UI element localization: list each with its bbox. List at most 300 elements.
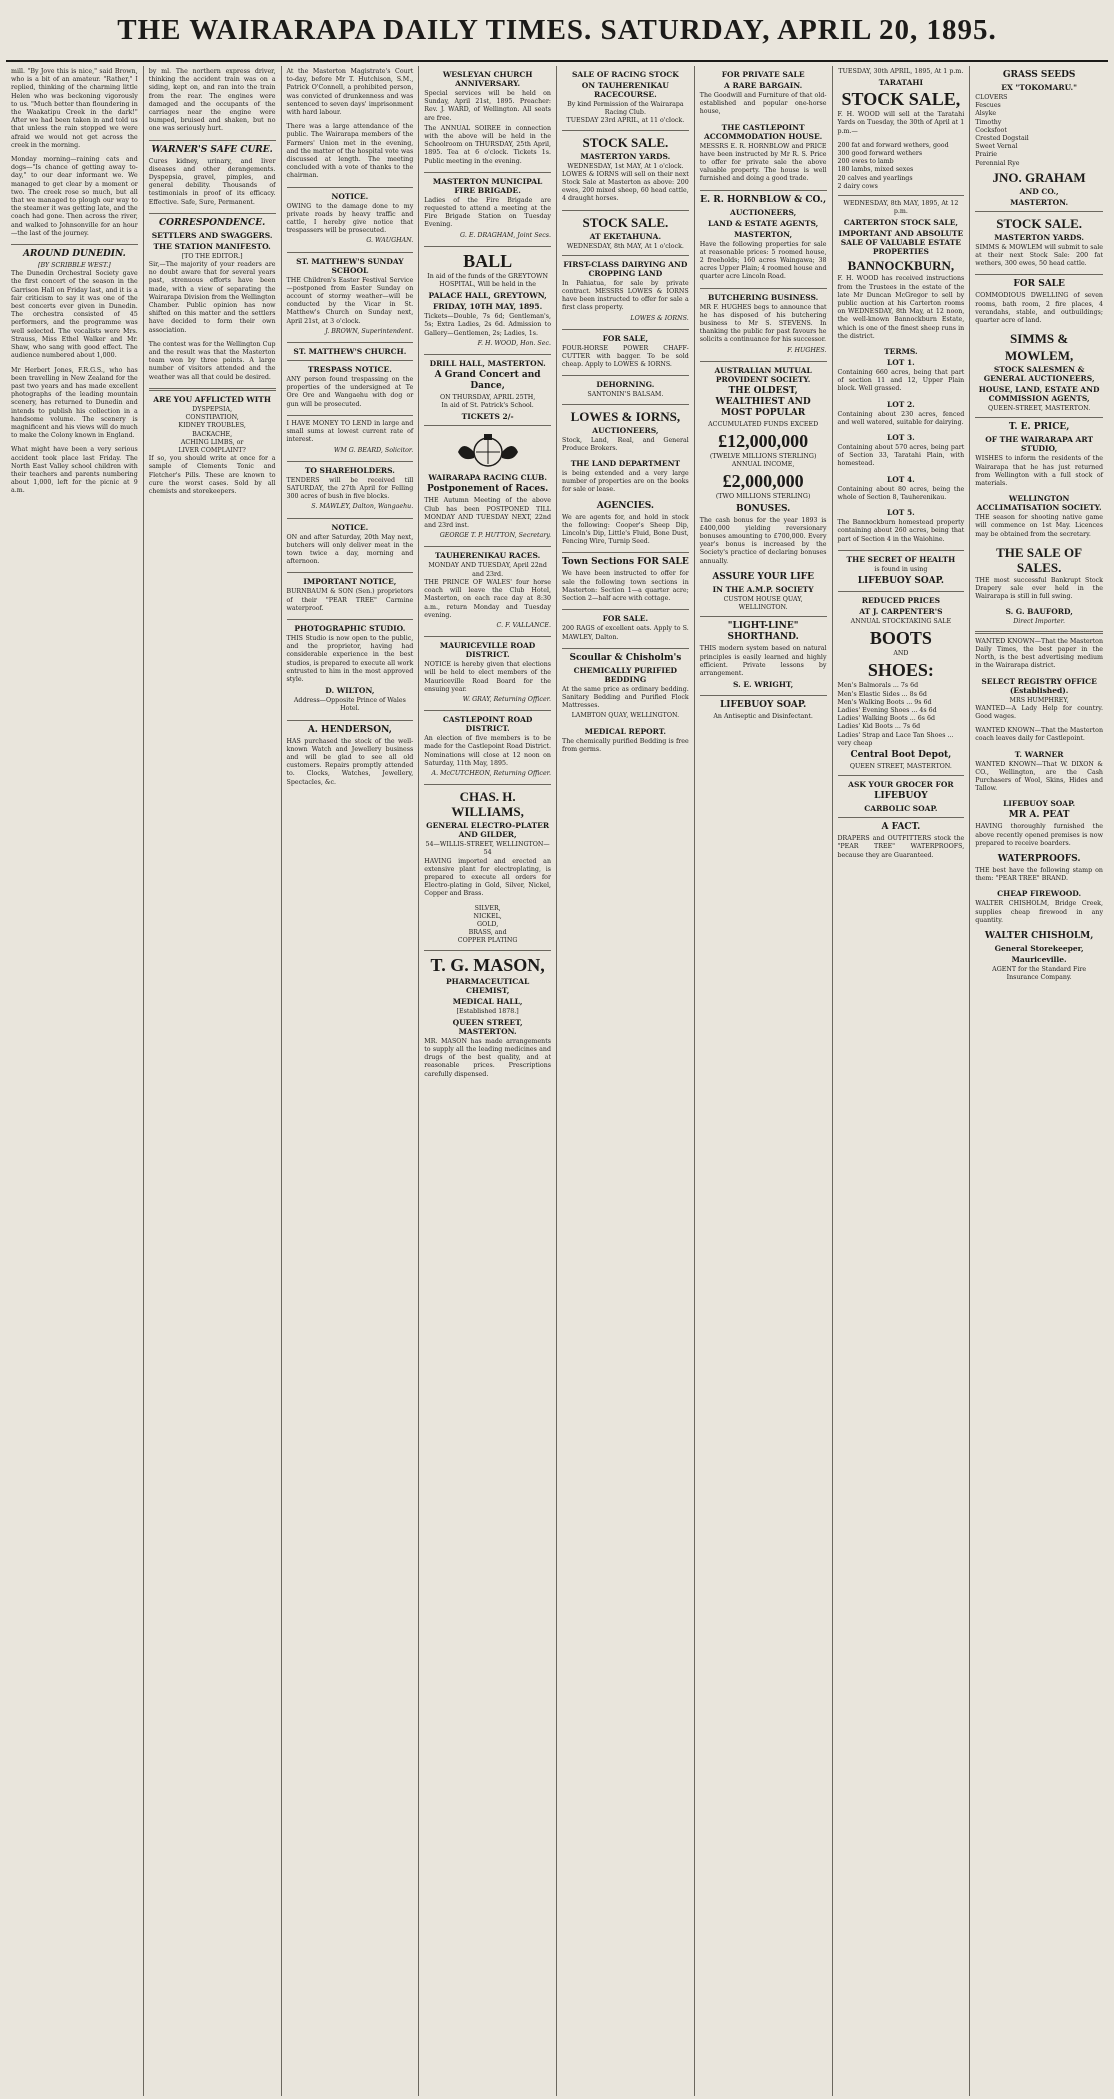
ad-subheading: AUCTIONEERS, <box>592 425 659 435</box>
column-4 <box>419 66 557 2096</box>
ad-text: THE PRINCE OF WALES' four horse coach will leave the Club Hotel, Masterton, on each race day at 8:30 a.m., return Monday and Tuesday evening. <box>424 578 551 619</box>
notice-text: TENDERS will be received till SATURDAY, the 27th April for Felling 300 acres of bush in five blocks. <box>286 476 414 501</box>
divider <box>287 720 414 721</box>
ad-address: QUEEN-STREET, MASTERTON. <box>988 405 1091 413</box>
divider <box>424 546 551 547</box>
ad-subheading: THE OLDEST, WEALTHIEST AND MOST POPULAR <box>715 385 811 418</box>
ad-heading: WAIRARAPA RACING CLUB. <box>428 473 547 483</box>
ad-list-item: Fescues <box>975 102 1001 110</box>
ad-heading: Central Boot Depot, <box>850 749 952 760</box>
ad-heading: WELLINGTON ACCLIMATISATION SOCIETY. <box>976 494 1102 513</box>
byline: [BY SCRIBBLE WEST.] <box>38 262 111 270</box>
divider <box>149 213 276 214</box>
ad-list-item: SILVER, <box>474 904 501 912</box>
ad-text: In aid of St. Patrick's School. <box>441 402 534 410</box>
notice-signature: J. BROWN, Superintendent. <box>325 327 414 335</box>
ad-heading: ARE YOU AFFLICTED WITH <box>153 394 271 404</box>
ad-heading: Scoullar & Chisholm's <box>569 652 682 663</box>
ad-heading: THE SALE OF SALES. <box>996 544 1083 575</box>
ad-subheading: AND CO., <box>1019 186 1059 196</box>
classified-text: MRS HUMPHREY, <box>1009 696 1069 704</box>
ad-text: The cash bonus for the year 1893 is £400,000 yielding reversionary bonuses amounting to £700,000. Every year's bonus is increased by the Society's practice of declaring bonuses annually. <box>699 516 827 565</box>
divider <box>424 636 551 637</box>
ad-heading: ASK YOUR GROCER FOR <box>848 780 954 790</box>
article-heading: AROUND DUNEDIN. <box>22 249 126 260</box>
ad-subheading: A RARE BARGAIN. <box>724 81 803 90</box>
ad-subheading: CHEMICALLY PURIFIED BEDDING <box>573 665 678 684</box>
ad-subheading: PHARMACEUTICAL CHEMIST, <box>445 976 530 995</box>
notice-text: I HAVE MONEY TO LEND in large and small sums at lowest current rate of interest. <box>286 419 414 444</box>
ad-subheading: STOCK SALESMEN & GENERAL AUCTIONEERS, <box>983 365 1095 384</box>
ad-list-item: Prairie <box>975 151 998 159</box>
column-7 <box>833 66 971 2096</box>
ad-heading: MASTERTON MUNICIPAL FIRE BRIGADE. <box>432 176 543 195</box>
ad-amount: £2,000,000 <box>722 471 804 492</box>
ad-list-item: BACKACHE, <box>192 430 233 438</box>
ad-text: AND <box>893 650 909 658</box>
divider <box>424 784 551 785</box>
ad-text: ANNUAL INCOME, <box>731 461 795 469</box>
ad-text: By kind Permission of the Wairarapa Racing Club. <box>567 101 684 117</box>
notice-heading: TO SHAREHOLDERS. <box>304 465 395 475</box>
ad-list <box>838 682 965 748</box>
notice-heading: NOTICE. <box>331 191 369 201</box>
ad-text: MONDAY AND TUESDAY, April 22nd and 23rd. <box>428 562 547 578</box>
newspaper-columns <box>6 66 1108 2096</box>
divider <box>562 210 689 211</box>
ad-text: TUESDAY 23rd APRIL, at 11 o'clock. <box>566 117 685 125</box>
ad-text: DRAPERS and OUTFITTERS stock the "PEAR TREE" WATERPROOFS, because they are Guaranteed. <box>837 835 965 859</box>
divider <box>975 417 1103 418</box>
ad-text: At the same price as ordinary bedding. Sanitary Bedding and Purified Flock Mattresses. <box>562 685 689 710</box>
ad-heading: DRILL HALL, MASTERTON. <box>429 359 546 369</box>
ad-text: F. H. WOOD will sell at the Taratahi Yards on Tuesday, the 30th of April at 1 p.m.— <box>837 111 965 135</box>
divider <box>562 130 689 131</box>
ad-heading: FRIDAY, 10TH MAY, 1895. <box>433 302 543 312</box>
ad-list-item: COPPER PLATING <box>457 937 518 945</box>
article-subheading: THE STATION MANIFESTO. <box>153 241 271 251</box>
ad-subheading: AUCTIONEERS, <box>730 207 797 217</box>
classified-text: WANTED KNOWN—That the Masterton Daily Times, the best paper in the North, is the best advertising medium in the Wairarapa district. <box>975 637 1103 670</box>
divider <box>424 246 551 247</box>
classified-heading: T. WARNER <box>1014 749 1064 759</box>
ad-list-item: GOLD, <box>477 920 499 928</box>
ad-heading: E. R. HORNBLOW & CO., <box>700 194 827 205</box>
ad-address: QUEEN STREET, MASTERTON. <box>849 762 952 770</box>
ad-address: 54—WILLIS-STREET, WELLINGTON—54 <box>425 841 550 857</box>
ad-text: Containing about 230 acres, fenced and well watered, suitable for dairying. <box>837 410 965 426</box>
ad-text: F. H. WOOD has received instructions from the Trustees in the estate of the late Mr Duncan McGregor to sell by public auction at his Carterton rooms on WEDNESDAY, 8th May, at 12 noon, the well-known Bannockburn Estate, which is one of the finest sheep runs in the district. <box>837 275 965 340</box>
ad-heading: AUSTRALIAN MUTUAL PROVIDENT SOCIETY. <box>714 365 812 384</box>
ad-heading: CHAS. H. WILLIAMS, <box>451 789 524 820</box>
divider <box>838 817 965 818</box>
ad-heading: ASSURE YOUR LIFE <box>712 571 814 582</box>
divider <box>700 288 827 289</box>
divider <box>700 190 827 191</box>
ad-subheading: MASTERTON YARDS. <box>994 232 1084 242</box>
classified-text: WANTED KNOWN—That W. DIXON & CO., Wellington, are the Cash Purchasers of Wool, Skins, Hides and Tallow. <box>975 760 1103 793</box>
ad-text: 200 RAGS of excellent oats. Apply to S. MAWLEY, Dalton. <box>562 625 689 641</box>
ad-list-item: 200 ewes to lamb <box>837 158 894 166</box>
ad-text: THE Autumn Meeting of the above Club has been POSTPONED TILL MONDAY AND TUESDAY NEXT, 22nd and 23rd inst. <box>424 497 551 530</box>
ad-list-item: KIDNEY TROUBLES, <box>178 422 246 430</box>
ad-heading: A. HENDERSON, <box>307 724 392 735</box>
ad-signature: S. E. WRIGHT, <box>732 680 794 690</box>
classified-subheading: Mauriceville. <box>1011 954 1067 964</box>
divider <box>287 360 414 361</box>
ad-text: Tickets—Double, 7s 6d; Gentleman's, 5s; Extra Ladies, 2s 6d. Admission to Gallery—Gentlemen, 2s; Ladies, 1s. <box>424 313 551 337</box>
ad-heading: CASTLEPOINT ROAD DISTRICT. <box>442 715 533 734</box>
ad-heading: STOCK SALE. <box>996 215 1082 231</box>
classified-text: HAVING thoroughly furnished the above recently opened premises is now prepared to receive boarders. <box>975 823 1103 847</box>
lot-heading: LOT 4. <box>886 474 915 484</box>
ad-text: Stock, Land, Real, and General Produce Brokers. <box>562 436 689 452</box>
ad-heading: FOR PRIVATE SALE <box>721 70 805 79</box>
ad-text: WEDNESDAY, 8th MAY, 1895, At 12 p.m. <box>843 200 959 216</box>
divider <box>424 950 551 951</box>
ad-heading: PALACE HALL, GREYTOWN, <box>428 291 547 301</box>
ad-text: In Pahiatua, for sale by private contract. MESSRS LOWES & IORNS have been instructed to offer for sale a first class property. <box>562 279 689 312</box>
ad-heading: FOR SALE <box>1013 279 1065 290</box>
divider <box>838 195 965 196</box>
ad-list-item: Cocksfoot <box>975 126 1007 134</box>
ad-list-item: Timothy <box>975 118 1002 126</box>
classified-text: WANTED KNOWN—That the Masterton coach leaves daily for Castlepoint. <box>975 727 1103 743</box>
ad-address: Address—Opposite Prince of Wales Hotel. <box>293 697 406 713</box>
article-subheading: [TO THE EDITOR.] <box>181 252 243 260</box>
ad-text: An election of five members is to be made for the Castlepoint Road District. Nominations will close at 12 noon on Saturday, 11th May, 1895. <box>424 735 551 767</box>
ad-text: In aid of the funds of the GREYTOWN HOSPITAL, Will be held in the <box>427 272 549 289</box>
ad-address: LAMBTON QUAY, WELLINGTON. <box>571 712 680 720</box>
classified-heading: CHEAP FIREWOOD. <box>997 889 1082 899</box>
notice-text: THE Children's Easter Festival Service—postponed from Easter Sunday on account of stormy weather—will be conducted by the Vicar in St. Matthew's Church on Sunday next, April 21st, at 3 o'clock. <box>286 276 414 325</box>
ad-list <box>838 142 965 191</box>
ad-heading: JNO. GRAHAM <box>992 169 1086 185</box>
classified-text: AGENT for the Standard Fire Insurance Company. <box>992 965 1087 982</box>
article-text: What might have been a very serious accident took place last Friday. The North East Valley school children with their teachers and parents numbering about 1,000, left for the picnic at 9 a.m. <box>11 446 138 495</box>
divider <box>424 425 551 426</box>
notice-heading: ST. MATTHEW'S SUNDAY SCHOOL <box>296 256 404 275</box>
article-text: Sir,—The majority of your readers are no doubt aware that for several years past, strenuous efforts have been made, with a view of separating the Wairarapa Division from the Wellington Chamber. Public opinion has now shifted on this matter and the settlers have decided to form their own association. <box>148 261 276 334</box>
ad-list-item: ACHING LIMBS, or <box>180 438 244 446</box>
ad-heading: FIRST-CLASS DAIRYING AND CROPPING LAND <box>563 259 688 278</box>
ad-list-item: Crested Dogstail <box>975 135 1029 143</box>
divider <box>149 140 276 141</box>
ad-heading: TERMS. <box>884 347 918 357</box>
ad-heading: REDUCED PRICES <box>861 595 941 605</box>
ad-heading: BALL <box>463 250 513 271</box>
notice-text: OWING to the damage done to my private roads by heavy traffic and cattle, I hereby give notice that trespassers will be prosecuted. <box>286 202 414 235</box>
ad-heading: LIFEBUOY SOAP. <box>719 700 807 711</box>
ad-list-item: DYSPEPSIA, <box>192 405 233 413</box>
article-text: Mr Herbert Jones, F.R.G.S., who has been travelling in New Zealand for the past two years and has made excellent photographs of the leading mountain scenery, has returned to Dunedin and intends to publish his collection in a handsome volume. The scenery is magnificent and his views will do much to make the Colony known in England. <box>11 366 138 440</box>
classified-heading: WATERPROOFS. <box>997 853 1081 864</box>
ad-list-item: Alsyke <box>975 110 997 118</box>
ad-text: The chemically purified Bedding is free from germs. <box>562 737 689 753</box>
article-subheading: SETTLERS AND SWAGGERS. <box>151 230 273 240</box>
article-text: mill. "By Jove this is nice," said Brown, who is a bit of an amateur. "Rather," I replied, thinking of the charming little Helen who was beckoning vigorously to us. "Much better than floundering in the Waakatipu Creek in the dark!" After we had been taken in and told us that unless the rain stopped we were afraid we would not get across the creek in the morning. <box>11 68 138 149</box>
article-text: At the Masterton Magistrate's Court to-day, before Mr T. Hutchison, S.M., Patrick O'Connell, a prohibited person, was convicted of drunkenness and was sentenced to seven days' imprisonment with hard labour. <box>286 68 414 117</box>
ad-text: THIS Studio is now open to the public, and the proprietor, having had considerable experience in the best studios, is prepared to execute all work entrusted to him in the most approved style. <box>286 634 414 683</box>
divider <box>149 388 276 391</box>
ad-text: An Antiseptic and Disinfectant. <box>713 713 813 721</box>
lot-heading: LOT 3. <box>886 433 915 443</box>
ad-text: WEDNESDAY, 1st MAY, At 1 o'clock. <box>567 162 684 170</box>
ad-text: THIS modern system based on natural principles is easily learned and highly efficient. Private lessons by arrangement. <box>699 645 827 677</box>
ad-heading: FOR SALE. <box>602 614 649 624</box>
column-3 <box>282 66 420 2096</box>
ad-list-item: Ladies' Strap and Lace Tan Shoes ... very cheap <box>837 731 954 747</box>
ad-subheading: EX "TOKOMARU." <box>1001 83 1077 92</box>
ad-heading: LIFEBUOY <box>874 791 928 802</box>
classified-heading: SELECT REGISTRY OFFICE (Established). <box>981 676 1097 695</box>
ad-signature: LOWES & IORNS. <box>630 314 689 322</box>
ad-heading: GRASS SEEDS <box>1002 70 1076 80</box>
ad-heading: SALE OF RACING STOCK <box>572 70 679 79</box>
ad-text: MESSRS E. R. HORNBLOW and PRICE have been instructed by Mr R. S. Price to offer for private sale the above valuable property. The house is well furnished and doing a good trade. <box>699 142 827 183</box>
ad-text: The Bannockburn homestead property containing about 260 acres, being that part of Section 4 in the Waiohine. <box>837 519 965 543</box>
ad-subheading: GENERAL ELECTRO-PLATER AND GILDER, <box>426 821 550 840</box>
divider <box>562 648 689 649</box>
ad-signature: GEORGE T. P. HUTTON, Secretary. <box>439 532 551 540</box>
ad-subheading: CARTERTON STOCK SALE, <box>843 218 959 228</box>
ad-subheading: MASTERTON, <box>734 229 793 239</box>
notice-signature: WM G. BEARD, Solicitor. <box>333 446 414 454</box>
ad-heading: A FACT. <box>881 822 921 833</box>
ad-heading: THE SECRET OF HEALTH <box>846 554 956 564</box>
divider <box>975 211 1103 212</box>
notice-text: ON and after Saturday, 20th May next, butchers will only deliver meat in the town twice a day, morning and afternoon. <box>286 533 414 566</box>
ad-text: Have the following properties for sale at reasonable prices: 5 roomed house, 2 freeholds; 160 acres Waingawa; 38 acres Upper Plain; 4 roomed house and quarter acre Lincoln Road. <box>699 240 827 281</box>
divider <box>700 361 827 362</box>
divider <box>287 415 414 416</box>
divider <box>562 404 689 405</box>
notice-text: ANY person found trespassing on the properties of the undersigned at Te Ore Ore and Wangaehu with dog or gun will be prosecuted. <box>286 376 414 408</box>
ad-text: THE most successful Bankrupt Stock Drapery sale ever held in the Wairarapa is still in full swing. <box>975 576 1103 601</box>
classified-heading: LIFEBUOY SOAP. <box>1003 799 1076 809</box>
divider <box>838 775 965 776</box>
masthead <box>6 0 1108 62</box>
divider <box>975 631 1103 634</box>
ad-heading: FOR SALE, <box>602 333 649 343</box>
ad-heading: BANNOCKBURN, <box>847 258 955 274</box>
ad-subheading: MASTERTON. <box>1010 197 1069 207</box>
ad-heading: S. G. BAUFORD, <box>1005 607 1073 617</box>
ad-text: Containing 660 acres, being that part of section 11 and 12, Upper Plain block. Well grassed. <box>837 369 965 393</box>
ad-heading: BUTCHERING BUSINESS. <box>708 292 819 302</box>
lot-heading: LOT 5. <box>886 508 915 518</box>
ad-list <box>424 905 551 946</box>
divider <box>287 187 414 188</box>
divider <box>287 461 414 462</box>
notice-heading: TRESPASS NOTICE. <box>307 365 392 375</box>
divider <box>11 244 138 245</box>
ad-heading: PHOTOGRAPHIC STUDIO. <box>294 623 406 633</box>
ad-subheading: TARATAHI <box>878 78 923 88</box>
ad-subheading: SANTONIN'S BALSAM. <box>587 391 664 399</box>
ad-subheading: MASTERTON YARDS. <box>580 151 671 161</box>
ad-heading: MAURICEVILLE ROAD DISTRICT. <box>439 641 536 660</box>
divider <box>287 572 414 573</box>
ad-list-item: CLOVERS <box>975 94 1008 101</box>
divider <box>700 616 827 617</box>
ad-heading: STOCK SALE. <box>582 134 669 150</box>
ad-heading: MEDICAL REPORT. <box>584 726 666 736</box>
ad-signature: D. WILTON, <box>325 686 375 696</box>
article-text: The Dunedin Orchestral Society gave the first concert of the season in the Garrison Hall on Friday last, and it is a fair criticism to say it was one of the best concerts ever given in Dunedin. The orchestra consisted of 45 performers, and the programme was well selected. The vocalists were Mrs. Strauss, Miss Ethel Walker and Mr. Shaw, who sang with good effect. The audience numbered about 1,000. <box>11 270 138 360</box>
article-heading: CORRESPONDENCE. <box>159 217 266 228</box>
ad-amount: £12,000,000 <box>718 431 809 452</box>
classified-text: WALTER CHISHOLM, Bridge Creek, supplies cheap firewood in any quantity. <box>975 900 1103 924</box>
ad-signature: C. F. VALLANCE. <box>496 621 551 629</box>
notice-heading: ST. MATTHEW'S CHURCH. <box>293 347 407 357</box>
ad-text: TUESDAY, 30th APRIL, 1895, At 1 p.m. <box>838 68 964 75</box>
ad-address: QUEEN STREET, MASTERTON. <box>452 1017 523 1036</box>
ad-signature: G. E. DRAGHAM, Joint Secs. <box>460 231 551 239</box>
notice-signature: G. WAUGHAN. <box>366 237 414 245</box>
classified-heading: WALTER CHISHOLM, <box>984 930 1094 941</box>
ad-subheading: ON TAUHERENIKAU RACECOURSE. <box>581 81 669 99</box>
classified-heading: MR A. PEAT <box>1008 810 1070 821</box>
ad-list-item: Men's Walking Boots ... 9s 6d <box>837 698 932 706</box>
ad-heading: Town Sections FOR SALE <box>562 557 689 568</box>
ad-heading: T. G. MASON, <box>430 954 545 975</box>
column-6 <box>695 66 833 2096</box>
ad-text: ACCUMULATED FUNDS EXCEED <box>708 420 819 428</box>
divider <box>700 695 827 696</box>
ad-text: Containing about 570 acres, being part of Section 33, Taratahi Plain, with homestead. <box>837 444 965 468</box>
divider <box>562 609 689 610</box>
ad-subheading: AT J. CARPENTER'S <box>859 606 943 616</box>
ad-list-item: 180 lambs, mixed sexes <box>837 166 914 174</box>
ad-text: HAS purchased the stock of the well-known Watch and Jewellery business and will be glad to see all old customers. Repairs promptly attended to. Clocks, Watches, Jewellery, Spectacles, &c. <box>286 737 414 786</box>
ad-text: MR. MASON has made arrangements to supply all the leading medicines and drugs of the best quality, and at reasonable prices. Prescriptions carefully dispensed. <box>424 1037 551 1078</box>
ad-list-item: BRASS, and <box>468 929 507 937</box>
ad-text: SIMMS & MOWLEM will submit to sale at their next Stock Sale: 200 fat wethers, 300 ewes, 50 head cattle. <box>975 243 1103 268</box>
classified-text: THE best have the following stamp on them: "PEAR TREE" BRAND. <box>975 866 1103 883</box>
divider <box>562 329 689 330</box>
ad-heading: TAUHERENIKAU RACES. <box>434 551 541 561</box>
ad-heading: THE LAND DEPARTMENT <box>570 459 681 469</box>
article-text: Cures kidney, urinary, and liver diseases and other derangements. Dyspepsia, gravel, pimples, and general debility. Thousands of testimonials in proof of its efficacy. Effective. Safe, Sure, Permanent. <box>148 157 276 206</box>
ad-text: We are agents for, and hold in stock the following: Cooper's Sheep Dip, Lincoln's Dip, Little's Fluid, Bone Dust, Fencing Wire, Turnip Seed. <box>562 513 689 546</box>
ad-subheading: Direct Importer. <box>1013 618 1065 626</box>
ad-heading: BOOTS <box>869 628 932 649</box>
ad-heading: STOCK SALE, <box>841 89 961 110</box>
article-text: by ml. The northern express driver, thinking the accident train was on a siding, kept on, and ran into the train from the rear. The engines were damaged and the occupants of the carriages near the engine were bumped, bruised and shaken, but no one was seriously hurt. <box>148 68 276 133</box>
ad-text: HAVING imported and erected an extensive plant for electroplating, is prepared to execute all orders for Electro-plating in Gold, Silver, Nickel, Copper and Brass. <box>424 857 551 898</box>
column-8 <box>970 66 1108 2096</box>
notice-signature: S. MAWLEY, Dalton, Wangaehu. <box>311 503 414 511</box>
ad-text: (TWO MILLIONS STERLING) <box>715 493 811 501</box>
ad-text: LOWES & IORNS will sell on their next Stock Sale at Masterton as above: 200 ewes, 200 mixed sheep, 60 head cattle, 4 draught horses. <box>562 170 689 203</box>
ad-heading: SIMMS & <box>1010 331 1069 347</box>
ad-text: FOUR-HORSE POWER CHAFF-CUTTER with bagger. To be sold cheap. Apply to LOWES & IORNS. <box>562 344 689 369</box>
ad-text: COMMODIOUS DWELLING of seven rooms, bath room, 2 fire places, 4 verandahs, stable, and outbuildings; quarter acre of land. <box>975 292 1103 325</box>
ad-list-item: Ladies' Walking Boots ... 6s 6d <box>837 715 936 723</box>
ad-subheading: LAND & ESTATE AGENTS, <box>708 218 819 228</box>
ad-subheading: CARBOLIC SOAP. <box>864 804 938 814</box>
ad-signature: F. HUGHES. <box>787 346 827 354</box>
ad-heading: BONUSES. <box>735 503 791 514</box>
notice-heading: NOTICE. <box>331 522 369 532</box>
ad-heading: "LIGHT-LINE" SHORTHAND. <box>727 621 799 643</box>
column-2 <box>144 66 282 2096</box>
divider <box>838 550 965 551</box>
divider <box>562 375 689 376</box>
divider <box>975 274 1103 275</box>
ad-list-item: LIVER COMPLAINT? <box>178 446 246 454</box>
article-text: The contest was for the Wellington Cup and the result was that the Masterton team won by three points. A large number of visitors attended and the weather was all that could be desired. <box>148 340 276 381</box>
ad-text: (TWELVE MILLIONS STERLING) <box>709 453 817 461</box>
ad-text: is being extended and a very large number of properties are on the books for sale or lease. <box>562 470 689 494</box>
classified-text: WANTED—A Lady Help for country. Good wages. <box>975 704 1103 720</box>
ad-address: CUSTOM HOUSE QUAY, WELLINGTON. <box>723 595 803 612</box>
ad-text: THE season for shooting native game will commence on 1st May. Licences may be obtained from the secretary. <box>975 514 1103 538</box>
divider <box>562 255 689 256</box>
ad-signature: W. GRAY, Returning Officer. <box>462 695 551 703</box>
ad-heading: WESLEYAN CHURCH ANNIVERSARY. <box>442 70 533 88</box>
ad-subheading: IN THE A.M.P. SOCIETY <box>712 584 814 594</box>
ad-text: If so, you should write at once for a sample of Clements Tonic and Fletcher's Pills. These are known to cure the worst cases. Sold by all chemists and storekeepers. <box>148 455 276 495</box>
ad-text: [Established 1878.] <box>456 1007 519 1015</box>
ad-text: TICKETS 2/- <box>461 412 514 422</box>
ad-heading: A Grand Concert and Dance, <box>434 370 541 392</box>
ad-text: Special services will be held on Sunday, April 21st, 1895. Preacher: Rev. J. WARD, of Wellington. All seats are free. <box>424 90 551 122</box>
ad-list-item: NICKEL, <box>473 912 502 920</box>
ad-text: ANNUAL STOCKTAKING SALE <box>850 617 952 625</box>
ad-list-item: 20 calves and yearlings <box>837 174 913 182</box>
ad-heading: MOWLEM, <box>1005 348 1074 364</box>
newspaper-title: THE WAIRARAPA DAILY TIMES. SATURDAY, APRIL 20, 1895. <box>117 13 997 46</box>
ad-list-item: Men's Balmorals ... 7s 6d <box>837 682 919 690</box>
ad-heading: T. E. PRICE, <box>1008 422 1070 433</box>
ad-text: NOTICE is hereby given that elections will be held to elect members of the Mauriceville Road Board for the ensuing year. <box>424 661 551 693</box>
ad-text: We have been instructed to offer for sale the following town sections in Masterton: Section 1—a quarter acre; Section 2—half acre with cottage. <box>562 570 689 603</box>
ad-subheading: MEDICAL HALL, <box>452 996 523 1006</box>
ad-text: MR F. HUGHES begs to announce that he has disposed of his butchering business to Mr S. STEVENS. In thanking the public for past favours he solicits a continuance for his successor. <box>699 303 827 344</box>
ad-list <box>975 94 1103 168</box>
ad-text: WEDNESDAY, 8th MAY, At 1 o'clock. <box>566 242 684 250</box>
ad-list-item: 300 good forward wethers <box>837 150 923 158</box>
column-1 <box>6 66 144 2096</box>
ad-signature: A. McCUTCHEON, Returning Officer. <box>431 769 551 777</box>
divider <box>287 252 414 253</box>
ad-list-item: Ladies' Kid Boots ... 7s 6d <box>837 723 921 731</box>
classified-subheading: General Storekeeper, <box>994 943 1084 953</box>
divider <box>287 518 414 519</box>
ad-heading: LOWES & IORNS, <box>570 408 681 424</box>
ad-text: ON THURSDAY, APRIL 25TH, <box>439 394 536 402</box>
ad-text: is found in using <box>874 565 928 573</box>
ad-list-item: Ladies' Evening Shoes ... 4s 6d <box>837 706 937 714</box>
article-text: Monday morning—raining cats and dogs—"Is chance of getting away to-day," to our dear informant we. We managed to get clear by a moment or two. The creek rose so much, but all that we managed to plough our way to the steamer it was getting late, and the coach had gone. Then across the river, and walked to Johnsonville for an hour—the last of the journey. <box>11 156 138 237</box>
article-text: There was a large attendance of the public. The Wairarapa members of the Farmers' Union met in the evening, and the matter of the hospital vote was discussed at length. The meeting concluded with a vote of thanks to the chairman. <box>286 123 414 180</box>
column-5 <box>557 66 695 2096</box>
ad-list-item: Men's Elastic Sides ... 8s 6d <box>837 690 927 698</box>
ad-subheading: OF THE WAIRARAPA ART STUDIO, <box>985 435 1094 454</box>
divider <box>287 342 414 343</box>
ad-heading: DEHORNING. <box>596 380 655 390</box>
ad-list <box>149 406 276 455</box>
ad-list-item: CONSTIPATION, <box>185 414 239 422</box>
divider <box>838 591 965 592</box>
ad-heading: SHOES: <box>867 660 934 681</box>
ad-list-item: 200 fat and forward wethers, good <box>837 141 949 149</box>
ad-text: Containing about 80 acres, being the whole of Section 8, Tauherenikau. <box>837 485 965 501</box>
ad-heading: Postponement of Races. <box>426 484 549 495</box>
ad-text: The Goodwill and Furniture of that old-established and popular one-horse house, <box>699 92 827 116</box>
